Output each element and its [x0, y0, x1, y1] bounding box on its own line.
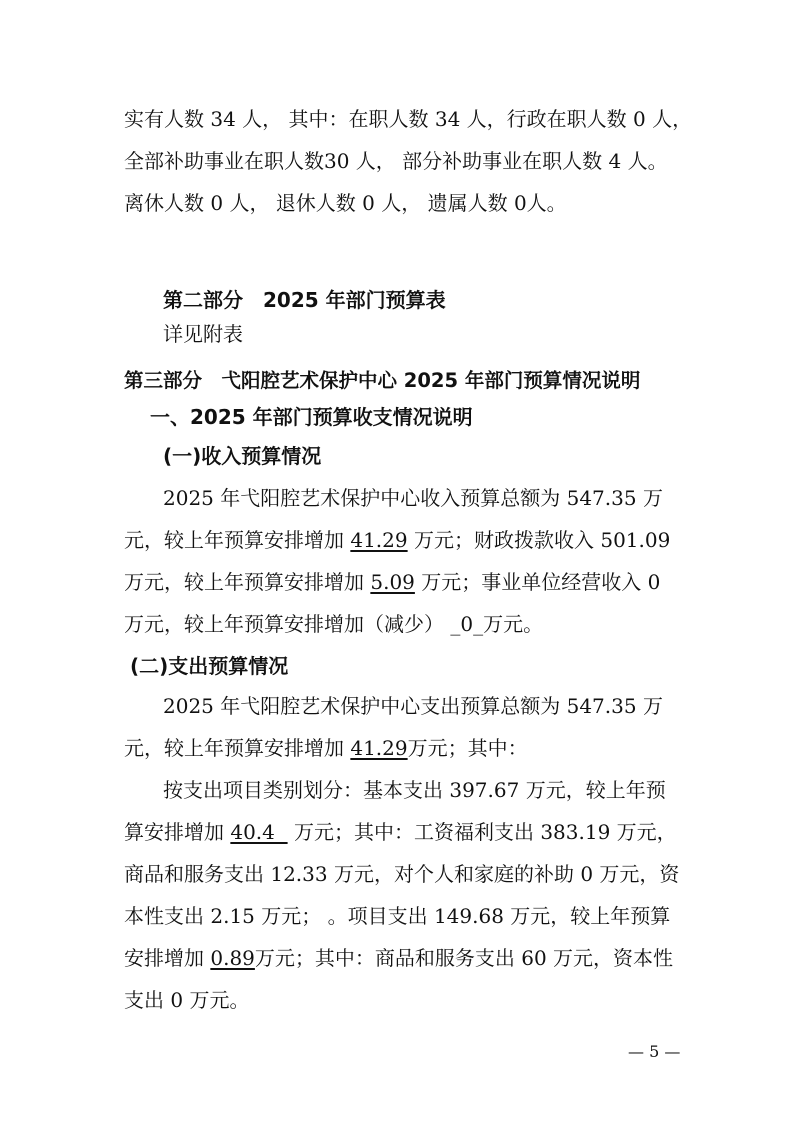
expense-line-2 [124, 736, 528, 760]
income-line-3 [124, 570, 660, 594]
fiscal-increase-value: 5.09 [370, 570, 415, 594]
income-line-2 [124, 528, 670, 552]
staff-line-1: 实有人数 34 人， 其中：在职人数 34 人，行政在职人数 0 人， [124, 107, 693, 131]
expense-line-2-a: 元，较上年预算安排增加 [124, 736, 351, 760]
income-line-1: 2025 年弋阳腔艺术保护中心收入预算总额为 547.35 万 [163, 486, 663, 510]
staff-line-3: 离休人数 0 人， 退休人数 0 人， 遗属人数 0人。 [124, 191, 567, 215]
expense-increase-value: 41.29 [350, 736, 408, 760]
expense-line-1: 2025 年弋阳腔艺术保护中心支出预算总额为 547.35 万 [163, 694, 663, 718]
income-increase-value: 41.29 [350, 528, 408, 552]
part2-heading: 第二部分 2025 年部门预算表 [163, 288, 446, 312]
staff-line-2: 全部补助事业在职人数30 人， 部分补助事业在职人数 4 人。 [124, 149, 668, 173]
part3-heading: 第三部分 弋阳腔艺术保护中心 2025 年部门预算情况说明 [124, 369, 641, 392]
expense-line-4-b: 万元；其中：工资福利支出 383.19 万元， [287, 820, 677, 844]
income-line-2-a: 元，较上年预算安排增加 [124, 528, 351, 552]
income-line-2-b: 万元；财政拨款收入 501.09 [407, 528, 671, 552]
expense-line-6: 本性支出 2.15 万元； 。项目支出 149.68 万元，较上年预算 [124, 904, 671, 928]
expense-line-2-b: 万元；其中： [407, 736, 528, 760]
expense-line-4-a: 算安排增加 [124, 820, 231, 844]
part2-detail: 详见附表 [163, 322, 243, 346]
income-line-3-a: 万元，较上年预算安排增加 [124, 570, 371, 594]
section1-heading: 一、2025 年部门预算收支情况说明 [150, 405, 473, 429]
expense-heading: (二)支出预算情况 [130, 654, 289, 678]
income-heading: (一)收入预算情况 [163, 444, 322, 468]
basic-increase-value: 40.4 [230, 820, 288, 844]
expense-line-7-a: 安排增加 [124, 946, 211, 970]
income-line-4: 万元，较上年预算安排增加（减少） _0_万元。 [124, 612, 544, 636]
expense-line-8: 支出 0 万元。 [124, 988, 250, 1012]
expense-line-7 [124, 946, 673, 970]
income-line-3-b: 万元；事业单位经营收入 0 [414, 570, 661, 594]
expense-line-4 [124, 820, 677, 844]
project-increase-value: 0.89 [210, 946, 255, 970]
expense-line-7-b: 万元；其中：商品和服务支出 60 万元，资本性 [254, 946, 674, 970]
expense-line-3: 按支出项目类别划分：基本支出 397.67 万元，较上年预 [163, 778, 666, 802]
page-number: — 5 — [628, 1042, 681, 1061]
expense-line-5: 商品和服务支出 12.33 万元，对个人和家庭的补助 0 万元，资 [124, 862, 680, 886]
